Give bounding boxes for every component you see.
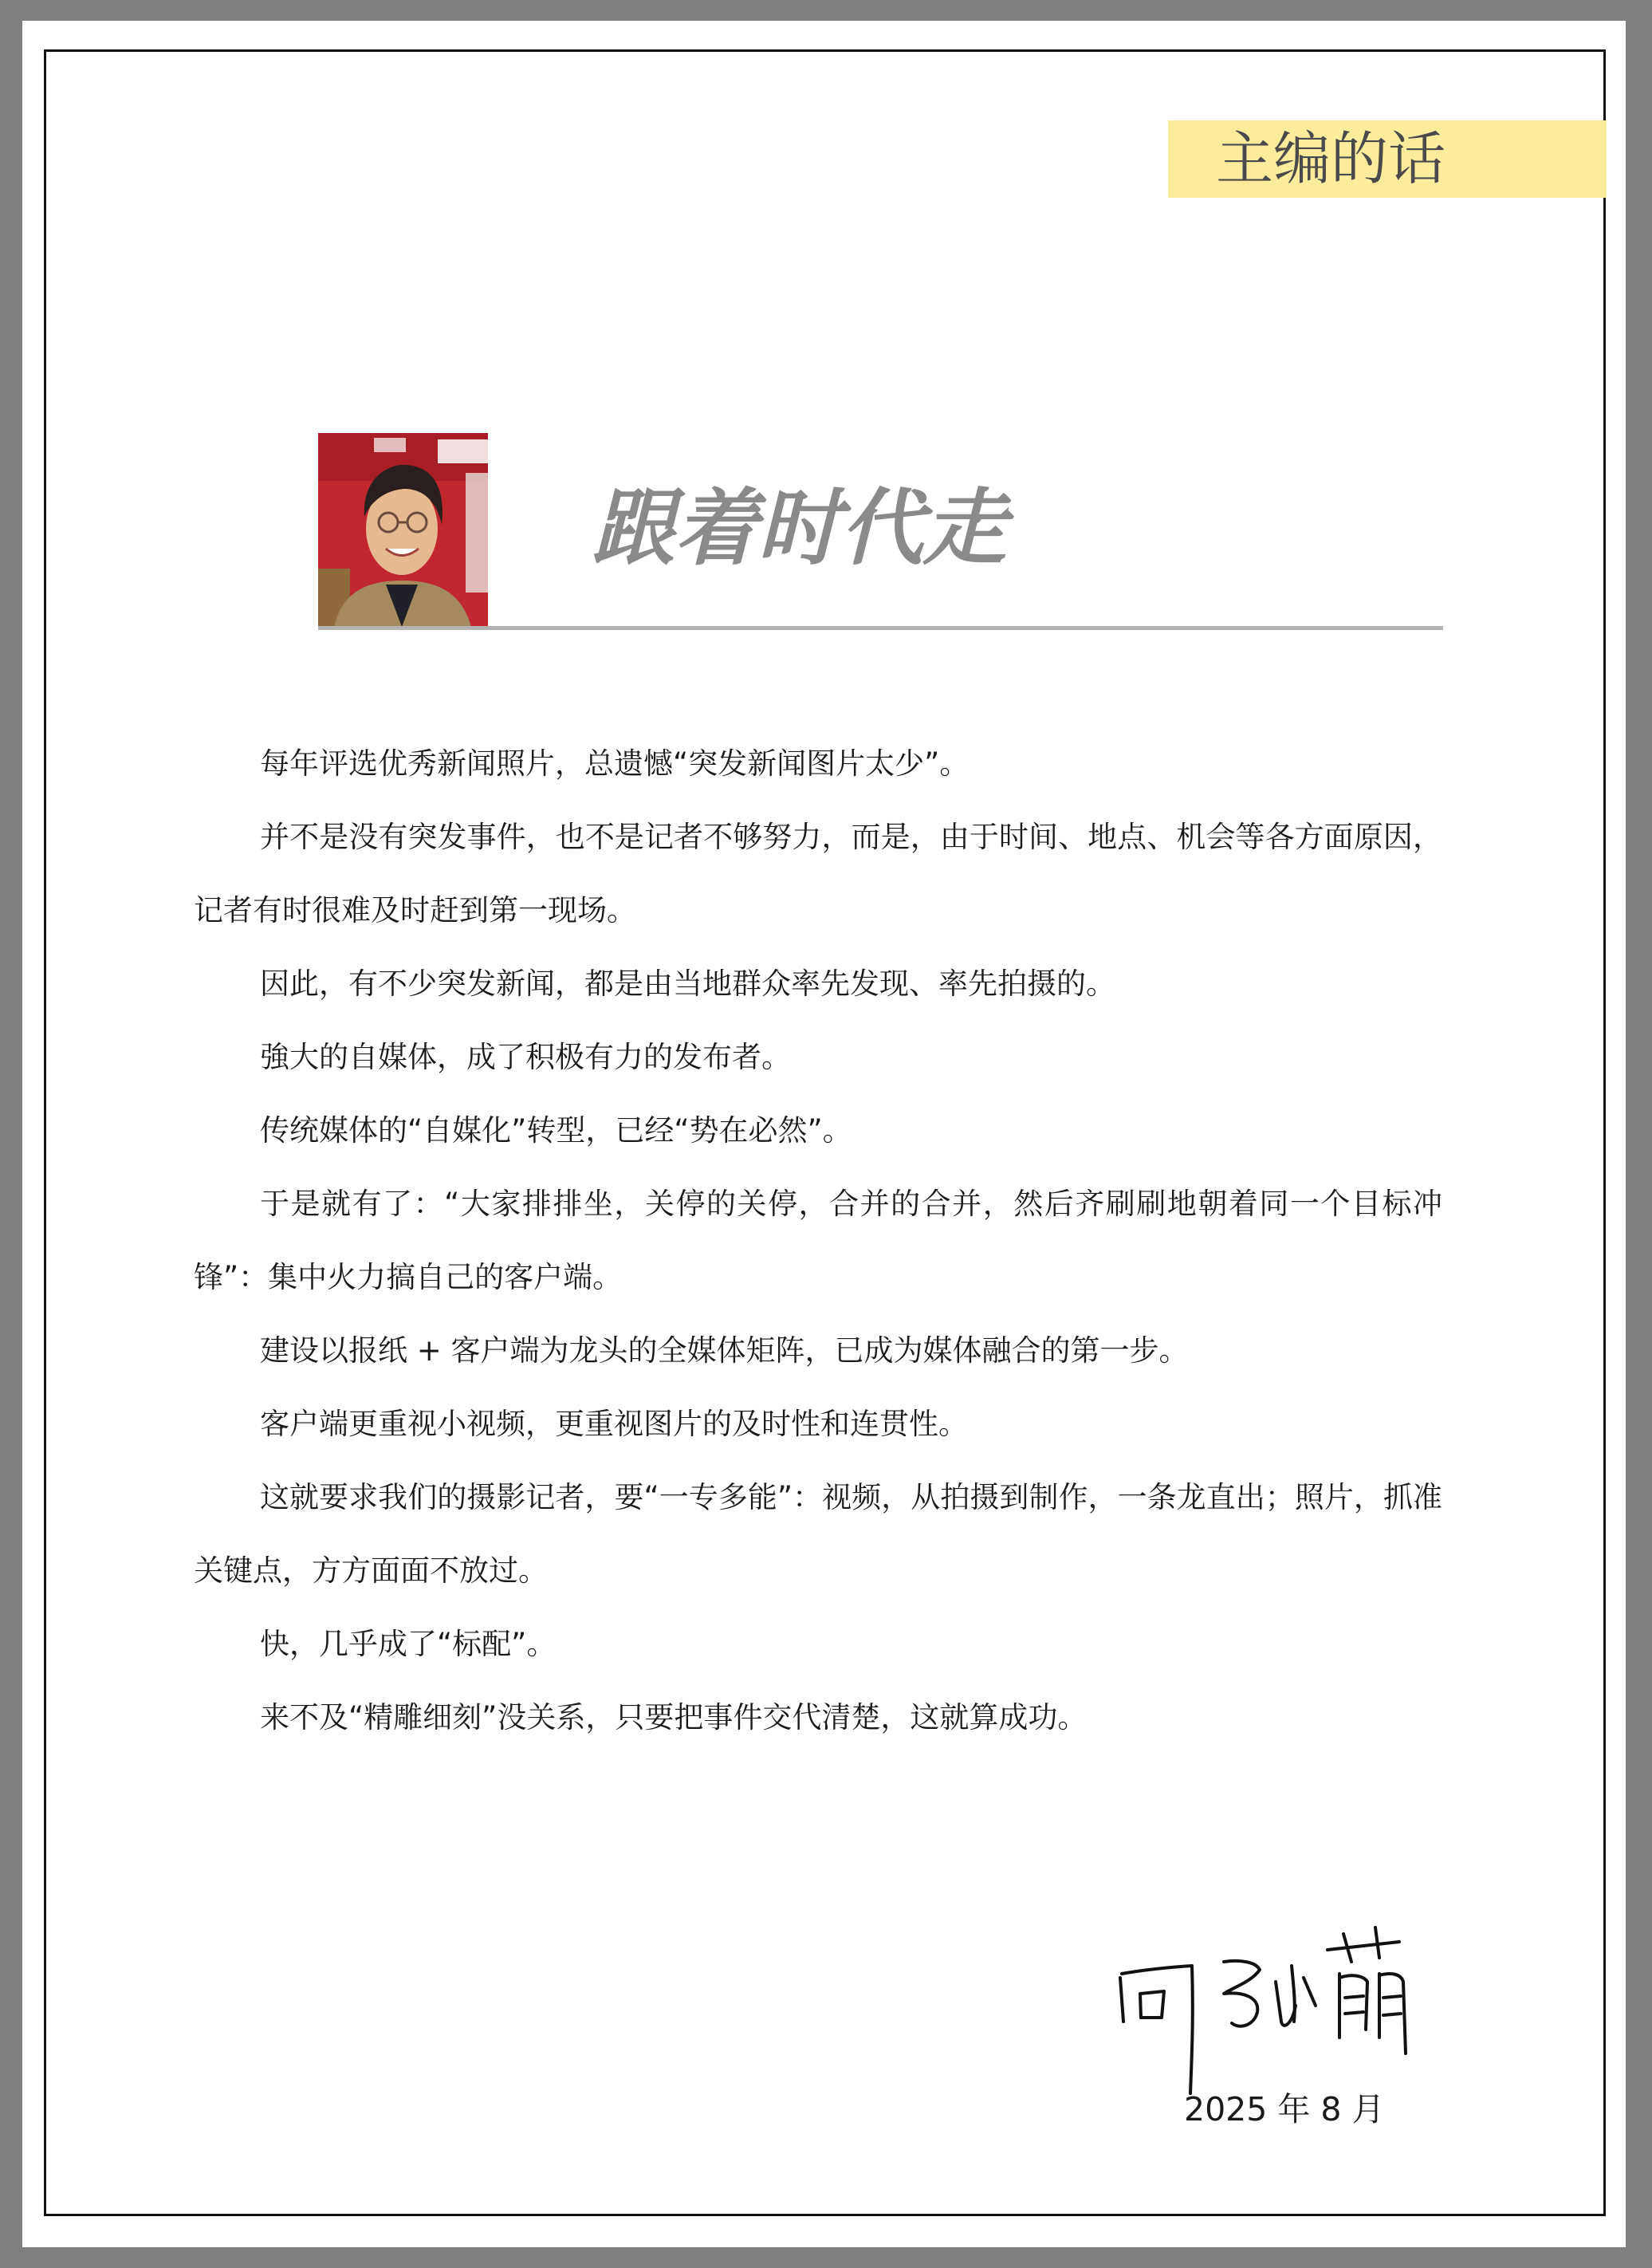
paragraph: 于是就有了：“大家排排坐，关停的关停，合并的合并，然后齐刷刷地朝着同一个目标冲锋”：集中火力搞自己的客户端。	[194, 1187, 1442, 1294]
paragraph: 这就要求我们的摄影记者，要“一专多能”：视频，从拍摄到制作，一条龙直出；照片，抓准关键点，方方面面不放过。	[194, 1480, 1442, 1588]
author-photo	[318, 433, 488, 627]
paragraph: 強大的自媒体，成了积极有力的发布者。	[260, 1040, 791, 1074]
article-title: 跟着时代走	[592, 479, 1007, 577]
article-body	[194, 727, 1442, 1754]
paragraph: 快，几乎成了“标配”。	[260, 1627, 557, 1661]
title-underline	[318, 626, 1443, 630]
paragraph: 因此，有不少突发新闻，都是由当地群众率先发现、率先拍摄的。	[260, 967, 1115, 1001]
paragraph: 客户端更重视小视频，更重视图片的及时性和连贯性。	[260, 1407, 968, 1441]
paragraph: 并不是没有突发事件，也不是记者不够努力，而是，由于时间、地点、机会等各方面原因，记者有时很难及时赶到第一现场。	[194, 820, 1442, 927]
paragraph: 来不及“精雕细刻”没关系，只要把事件交代清楚，这就算成功。	[260, 1700, 1088, 1734]
section-label: 主编的话	[1216, 125, 1446, 192]
handwritten-signature	[1112, 1918, 1447, 2101]
paragraph: 传统媒体的“自媒化”转型，已经“势在必然”。	[260, 1113, 852, 1148]
section-tab	[1168, 120, 1607, 198]
date-line: 2025 年 8 月	[1184, 2090, 1385, 2128]
paragraph: 每年评选优秀新闻照片，总遗憾“突发新闻图片太少”。	[260, 746, 970, 781]
paragraph: 建设以报纸 + 客户端为龙头的全媒体矩阵，已成为媒体融合的第一步。	[260, 1333, 1189, 1368]
